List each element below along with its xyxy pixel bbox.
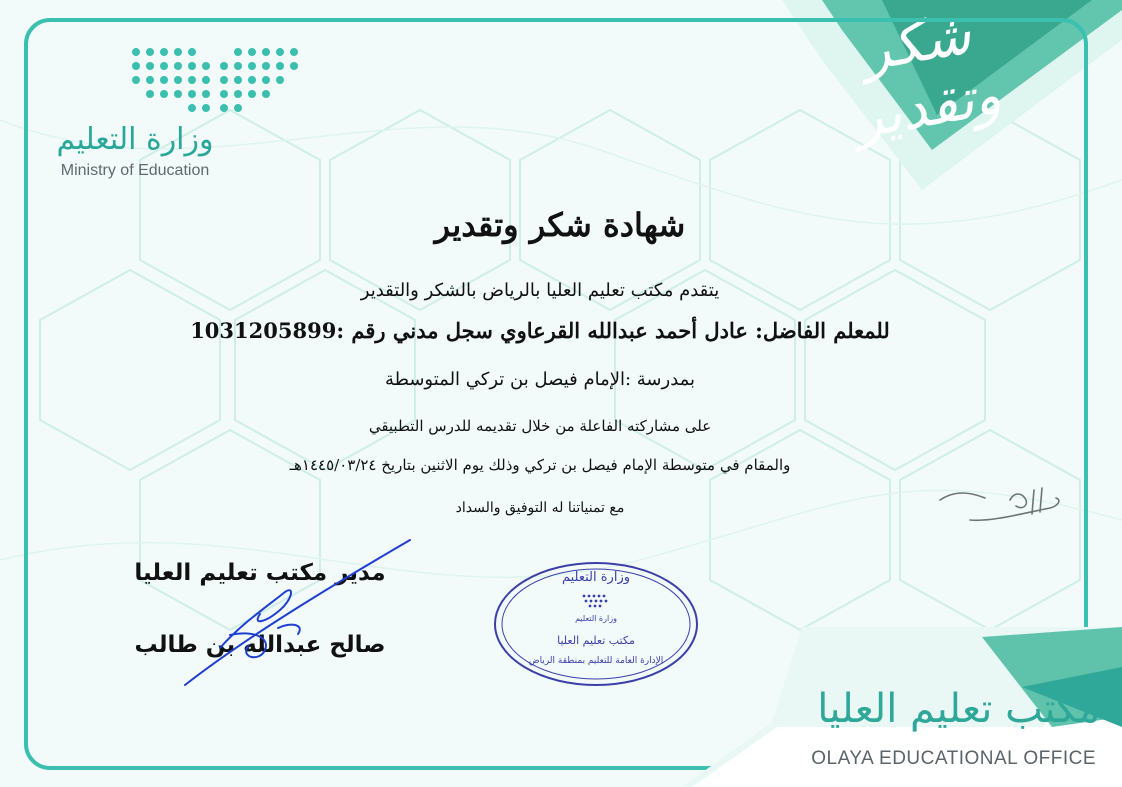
thanks-badge-text: شكر وتقدير bbox=[849, 1, 1006, 152]
stamp-ministry-arc-text: وزارة التعليم bbox=[561, 570, 631, 585]
stamp-office-name: مكتب تعليم العليا bbox=[557, 634, 635, 647]
stamp-department-text: الإدارة العامة للتعليم بمنطقة الرياض bbox=[528, 656, 664, 666]
handwritten-signature-right bbox=[930, 470, 1070, 530]
certificate-line-teacher: للمعلم الفاضل: عادل أحمد عبدالله القرعاوي سجل مدني رقم :1031205899 bbox=[190, 318, 890, 343]
director-name: صالح عبدالله بن طالب bbox=[134, 632, 386, 658]
office-name-arabic: مكتب تعليم العليا bbox=[817, 686, 1100, 732]
certificate-line-school: بمدرسة :الإمام فيصل بن تركي المتوسطة bbox=[384, 369, 696, 390]
director-title: مدير مكتب تعليم العليا bbox=[134, 560, 386, 586]
certificate-line-intro: يتقدم مكتب تعليم العليا بالرياض بالشكر والتقدير bbox=[360, 280, 720, 301]
office-name-english: OLAYA EDUCATIONAL OFFICE bbox=[811, 748, 1096, 769]
stamp-ministry-logo-text: وزارة التعليم bbox=[575, 614, 617, 623]
certificate-line-reason: على مشاركته الفاعلة من خلال تقديمه للدرس التطبيقي bbox=[368, 417, 712, 435]
director-signature bbox=[170, 530, 420, 690]
certificate-line-wishes: مع تمنياتنا له التوفيق والسداد bbox=[455, 500, 625, 516]
certificate-title: شهادة شكر وتقدير bbox=[434, 206, 686, 244]
certificate-line-date: والمقام في متوسطة الإمام فيصل بن تركي وذلك يوم الاثنين بتاريخ ١٤٤٥/٠٣/٢٤هـ bbox=[289, 456, 791, 474]
official-stamp bbox=[492, 560, 700, 688]
ministry-dots-icon bbox=[128, 44, 308, 114]
ministry-logo bbox=[40, 40, 230, 190]
ministry-name-english: Ministry of Education bbox=[60, 162, 210, 179]
ministry-name-arabic: وزارة التعليم bbox=[56, 122, 214, 157]
